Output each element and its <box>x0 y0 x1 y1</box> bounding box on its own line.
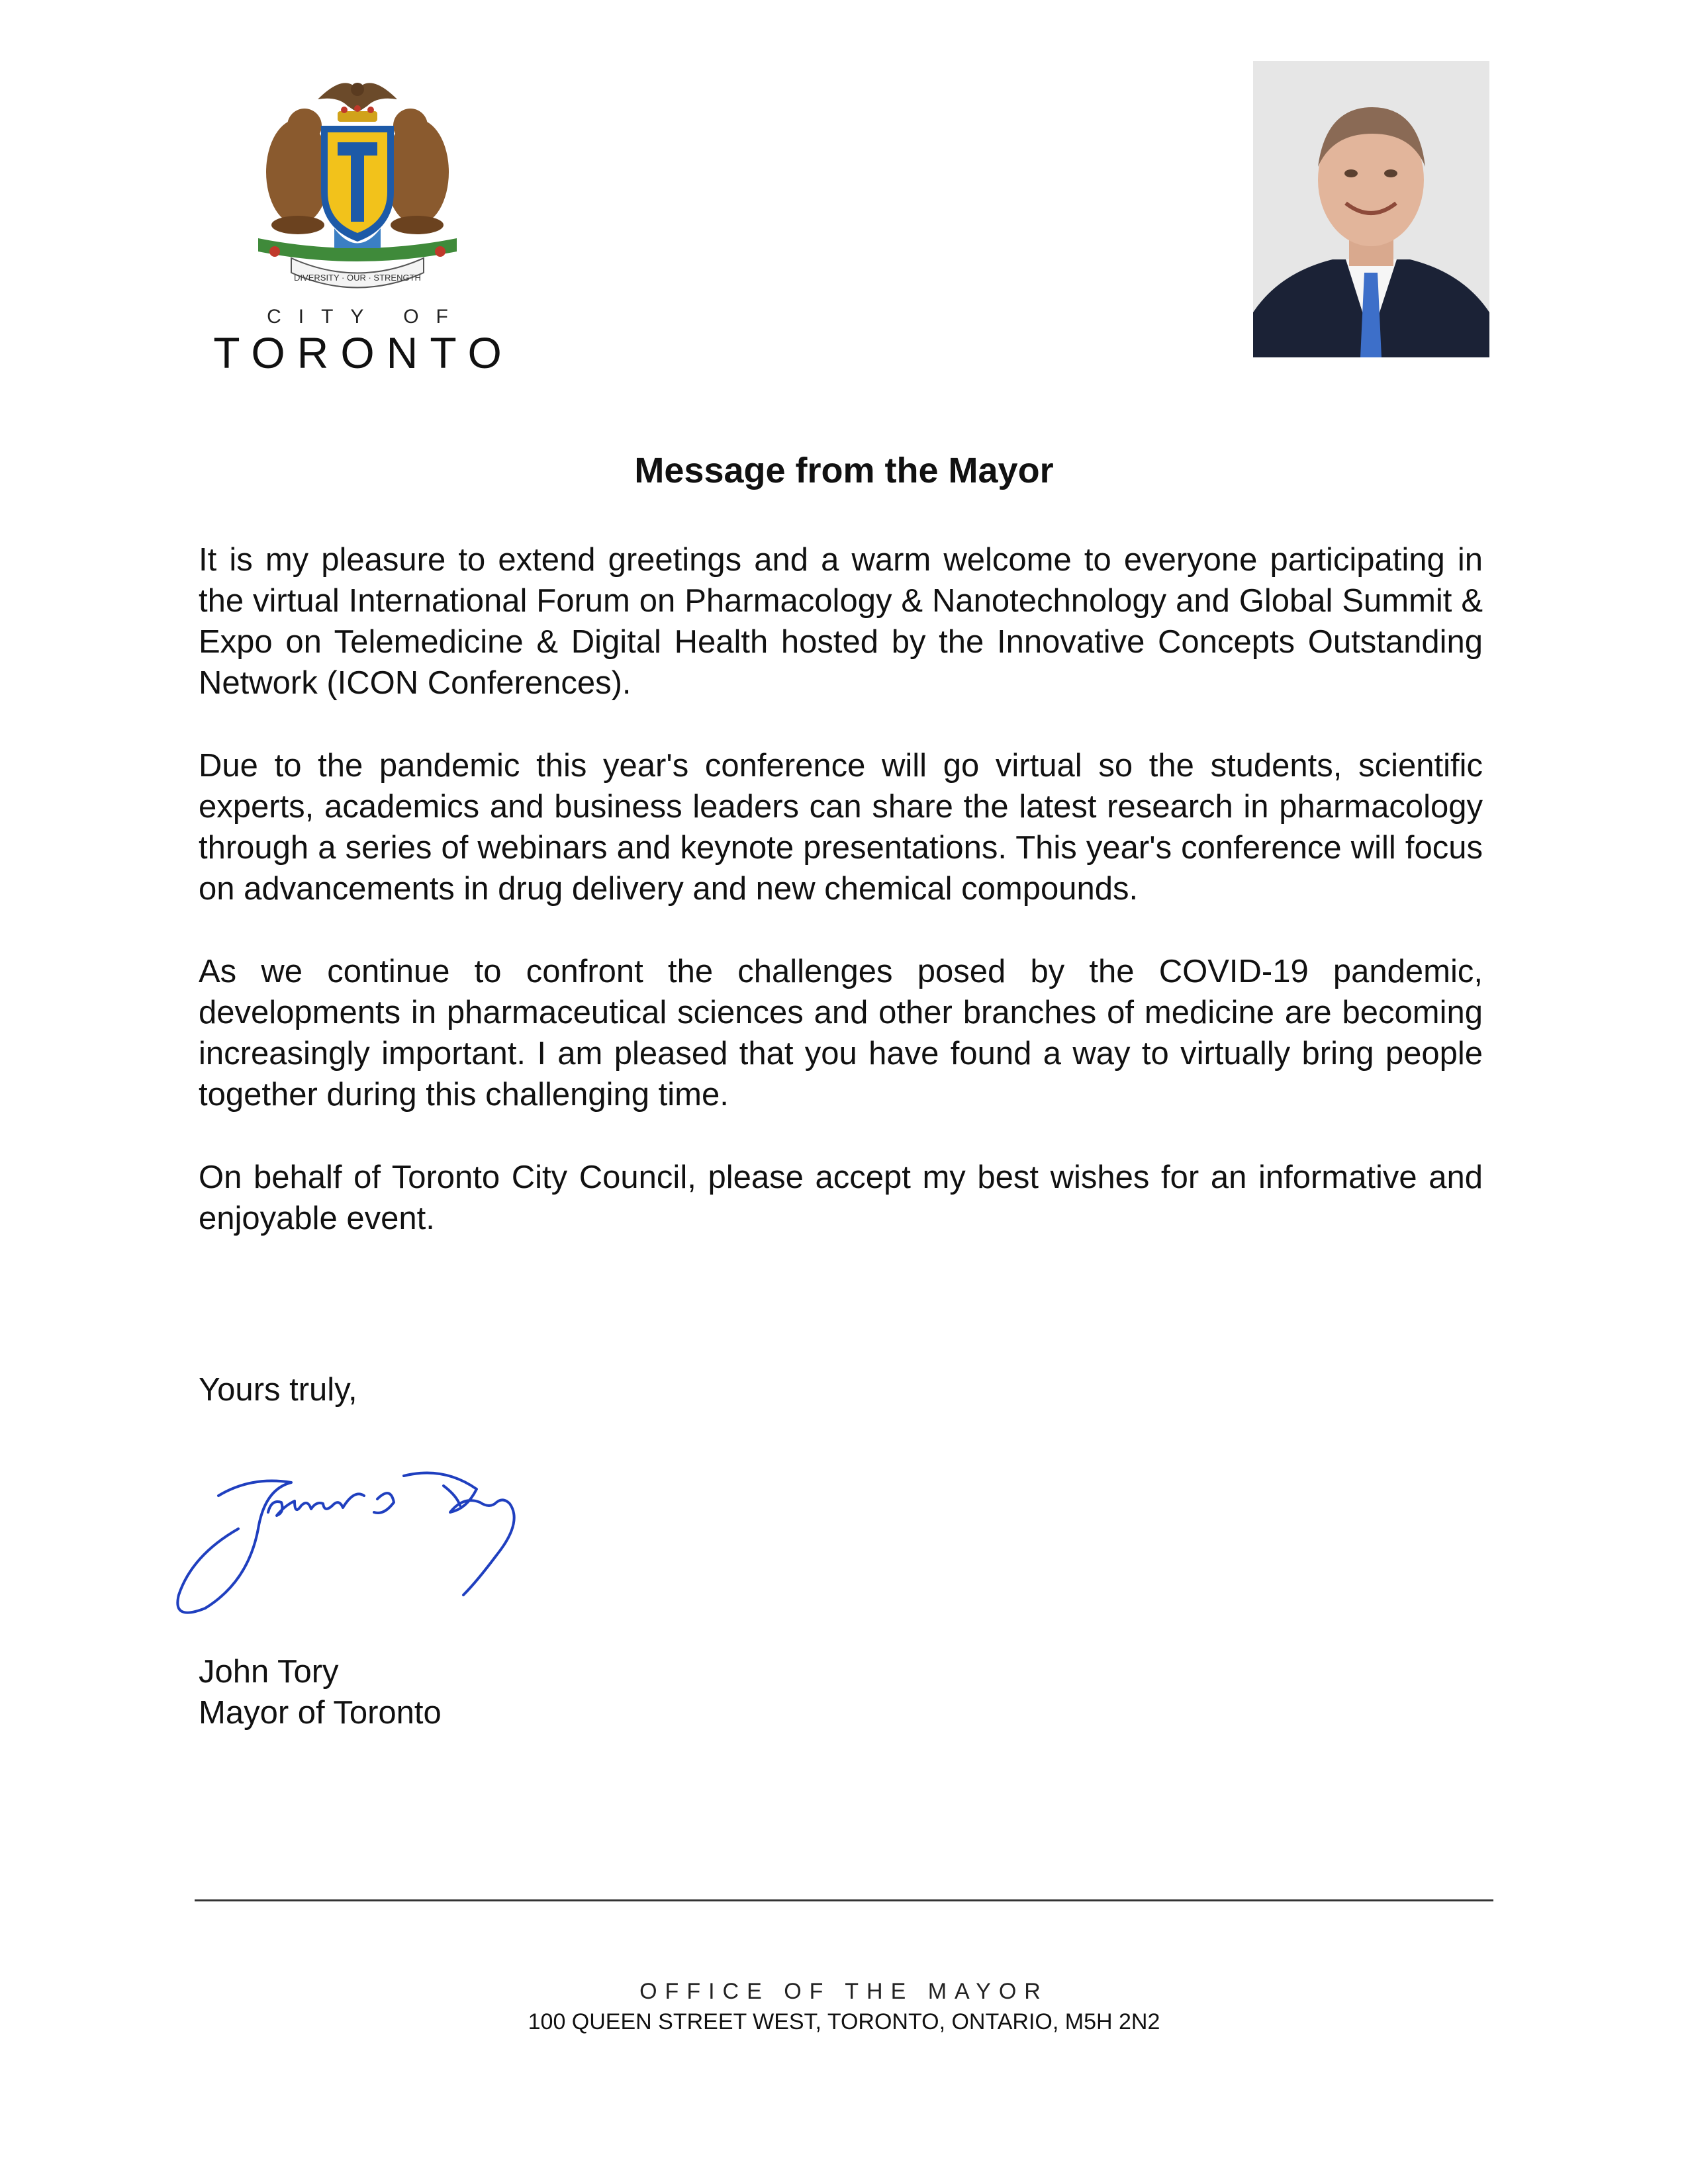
paragraph-1: It is my pleasure to extend greetings and a warm welcome to everyone participating in the virtual International Forum on Pharmacology & Nanotechnology and Global Summit & Expo on Telemedicine & Digital Health hosted by the Innovative Concepts Outstanding Network (ICON Conferences). <box>199 542 1483 701</box>
left-beaver-icon <box>266 109 330 234</box>
logo-city-of: CITY OF <box>267 306 465 328</box>
city-of-toronto-logo <box>199 60 516 384</box>
eagle-icon <box>318 83 397 122</box>
paragraph-2: Due to the pandemic this year's conference will go virtual so the students, scientific experts, academics and business leaders can share the latest research in pharmacology through a series of webinars and keynote presentations. This year's conference will focus on advancements in drug delivery and new chemical compounds. <box>199 748 1483 907</box>
footer-office: OFFICE OF THE MAYOR <box>639 1979 1049 2004</box>
paragraph-4: On behalf of Toronto City Council, please accept my best wishes for an informative and enjoyable event. <box>199 1160 1483 1236</box>
signer-name: John Tory <box>199 1654 339 1690</box>
footer-divider <box>195 1899 1493 1901</box>
letter-title: Message from the Mayor <box>634 451 1054 490</box>
portrait-photo-icon <box>1253 61 1489 357</box>
closing: Yours truly, <box>199 1372 357 1408</box>
letter-body <box>199 539 1483 1281</box>
footer-address: 100 QUEEN STREET WEST, TORONTO, ONTARIO, M5H 2N2 <box>528 2009 1160 2034</box>
shield-icon <box>321 126 394 242</box>
logo-city-name: TORONTO <box>213 328 514 377</box>
handwritten-signature-icon <box>165 1449 576 1635</box>
coat-of-arms-icon <box>199 60 516 298</box>
motto-text: DIVERSITY · OUR · STRENGTH <box>294 273 421 283</box>
signer-block <box>199 1651 442 1733</box>
right-beaver-icon <box>385 109 449 234</box>
signer-title: Mayor of Toronto <box>199 1695 442 1731</box>
signature <box>165 1449 576 1638</box>
paragraph-3: As we continue to confront the challenges posed by the COVID-19 pandemic, developments in pharmaceutical sciences and other branches of medicine are becoming increasingly important. I am pleased that you have found a way to virtually bring people together during this challenging time. <box>199 954 1483 1113</box>
mayor-portrait <box>1253 61 1489 357</box>
